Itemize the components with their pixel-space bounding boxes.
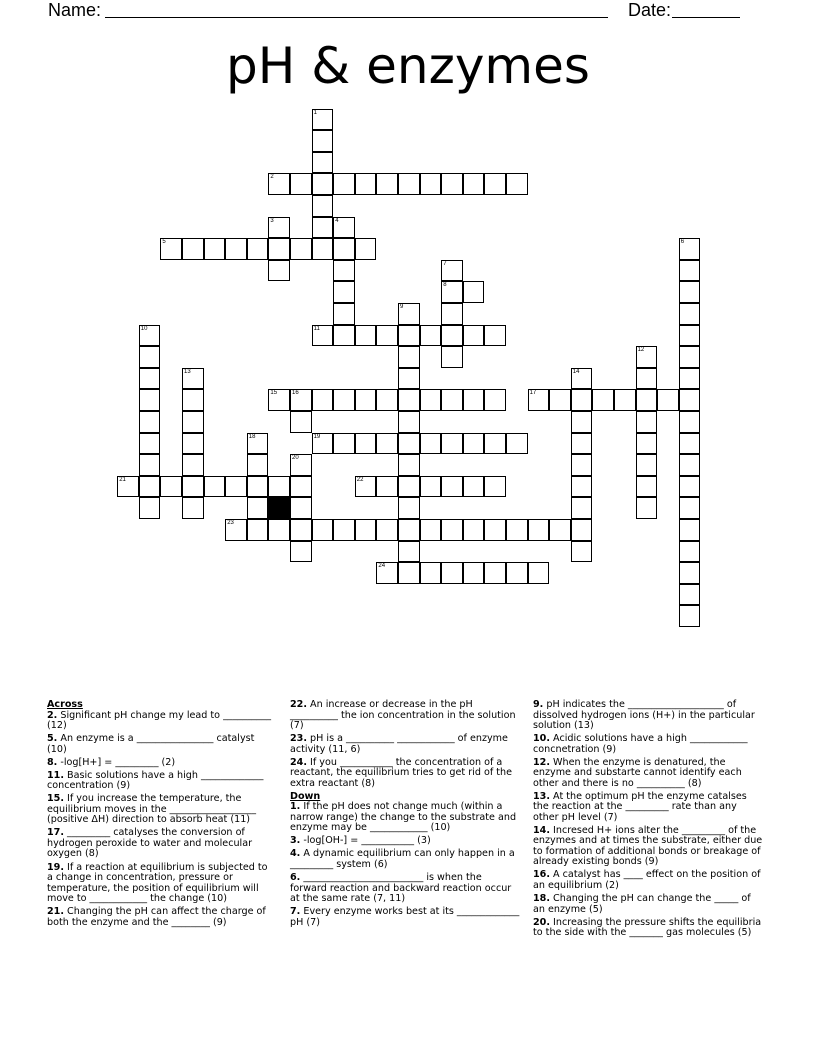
crossword-cell[interactable] [312, 109, 334, 131]
clue-item [47, 828, 273, 860]
crossword-cell[interactable] [679, 519, 701, 541]
clue-item [290, 758, 520, 790]
clue-text: If the pH does not change much (within a narrow range) the change to the substrate and enzyme may be ____________ (10) [290, 801, 517, 834]
crossword-cell[interactable] [333, 217, 355, 239]
crossword-cell[interactable] [268, 173, 290, 195]
clue-text: Changing the pH can affect the charge of both the enzyme and the ________ (9) [47, 906, 266, 928]
crossword-cell[interactable] [355, 519, 377, 541]
crossword-cell[interactable] [290, 389, 312, 411]
clue-item [533, 826, 763, 868]
crossword-cell[interactable] [484, 433, 506, 455]
crossword-cell[interactable] [312, 433, 334, 455]
clue-text: Changing the pH can change the _____ of an enzyme (5) [533, 893, 751, 915]
clue-item [533, 894, 763, 915]
crossword-cell[interactable] [376, 389, 398, 411]
crossword-cell[interactable] [268, 217, 290, 239]
clue-text: An increase or decrease in the pH __________ the ion concentration in the solution (7) [290, 699, 516, 731]
clue-item [290, 907, 520, 928]
crossword-cell[interactable] [463, 325, 485, 347]
clue-item [290, 700, 520, 732]
clue-text: Incresed H+ ions alter the _________ of the enzymes and at times the substrate, either due to formation of additional bonds or breakage of already existing bonds (9) [533, 824, 763, 868]
crossword-cell[interactable] [333, 238, 355, 260]
clue-number-label: 6. [290, 872, 301, 884]
clue-item [533, 870, 763, 891]
crossword-cell[interactable] [182, 389, 204, 411]
clue-number: 7 [443, 260, 447, 267]
clue-number: 17 [529, 390, 537, 397]
crossword-cell[interactable] [528, 389, 550, 411]
crossword-cell[interactable] [441, 346, 463, 368]
crossword-cell[interactable] [182, 238, 204, 260]
crossword-cell[interactable] [571, 497, 593, 519]
clue-number-label: 22. [290, 699, 307, 710]
crossword-cell[interactable] [463, 281, 485, 303]
crossword-cell[interactable] [333, 281, 355, 303]
clue-number-label: 21. [47, 906, 64, 918]
crossword-cell[interactable] [679, 605, 701, 627]
clue-item [47, 863, 273, 905]
crossword-cell[interactable] [376, 325, 398, 347]
crossword-cell[interactable] [333, 433, 355, 455]
crossword-cell[interactable] [333, 389, 355, 411]
clue-item [533, 792, 763, 824]
clue-number-label: 3. [290, 835, 301, 847]
crossword-cell[interactable] [333, 260, 355, 282]
crossword-cell[interactable] [312, 195, 334, 217]
crossword-cell[interactable] [139, 368, 161, 390]
crossword-cell[interactable] [420, 562, 442, 584]
clue-text: A dynamic equilibrium can only happen in a _________ system (6) [290, 848, 515, 870]
crossword-cell[interactable] [290, 238, 312, 260]
crossword-cell[interactable] [376, 562, 398, 584]
crossword-cell[interactable] [290, 454, 312, 476]
crossword-cell[interactable] [247, 519, 269, 541]
clue-text: pH indicates the ____________________ of dissolved hydrogen ions (H+) in the particular solution (13) [533, 699, 755, 731]
crossword-cell[interactable] [268, 519, 290, 541]
crossword-cell[interactable] [355, 389, 377, 411]
crossword-cell[interactable] [679, 325, 701, 347]
crossword-cell[interactable] [204, 238, 226, 260]
crossword-cell[interactable] [398, 325, 420, 347]
crossword-cell[interactable] [268, 238, 290, 260]
clue-number: 13 [184, 368, 191, 375]
clue-number-label: 18. [533, 893, 550, 905]
crossword-cell[interactable] [398, 346, 420, 368]
crossword-cell[interactable] [463, 389, 485, 411]
clue-item [47, 907, 273, 928]
crossword-cell[interactable] [441, 281, 463, 303]
crossword-cell[interactable] [398, 497, 420, 519]
crossword-cell[interactable] [420, 389, 442, 411]
crossword-cell[interactable] [312, 389, 334, 411]
clue-number-label: 10. [533, 733, 550, 745]
crossword-cell[interactable] [549, 389, 571, 411]
crossword-cell[interactable] [636, 454, 658, 476]
crossword-cell[interactable] [247, 454, 269, 476]
crossword-cell[interactable] [355, 325, 377, 347]
crossword-cell[interactable] [679, 346, 701, 368]
clue-text: If you ___________ the concentration of a reactant, the equilibrium tries to get rid of the extra reactant (8) [290, 756, 513, 789]
clue-text: _________ catalyses the conversion of hydrogen peroxide to water and molecular oxygen (8) [47, 827, 253, 860]
clue-number: 10 [140, 325, 148, 332]
clue-text: If a reaction at equilibrium is subjected to a change in concentration, pressure or temperature, the position of equilibrium will move to ____________ the change (10) [47, 861, 268, 905]
crossword-cell[interactable] [636, 411, 658, 433]
crossword-cell[interactable] [225, 238, 247, 260]
crossword-cell[interactable] [441, 476, 463, 498]
crossword-cell[interactable] [376, 476, 398, 498]
crossword-cell[interactable] [398, 173, 420, 195]
clue-item [47, 794, 273, 826]
clue-text: An enzyme is a ________________ catalyst (10) [47, 733, 255, 755]
crossword-cell[interactable] [398, 562, 420, 584]
clue-number-label: 24. [290, 756, 307, 768]
crossword-cell[interactable] [290, 541, 312, 563]
crossword-cell[interactable] [398, 454, 420, 476]
clue-number-label: 13. [533, 790, 550, 802]
crossword-cell[interactable] [679, 497, 701, 519]
crossword-cell[interactable] [247, 476, 269, 498]
clue-number-label: 1. [290, 801, 301, 813]
crossword-cell[interactable] [679, 411, 701, 433]
crossword-cell[interactable] [376, 433, 398, 455]
crossword-cell[interactable] [182, 368, 204, 390]
clue-number: 5 [162, 239, 166, 246]
crossword-cell[interactable] [160, 238, 182, 260]
crossword-cell[interactable] [139, 476, 161, 498]
crossword-cell[interactable] [247, 497, 269, 519]
crossword-cell[interactable] [679, 584, 701, 606]
crossword-cell[interactable] [679, 368, 701, 390]
crossword-cell[interactable] [182, 454, 204, 476]
clue-item [47, 758, 273, 769]
crossword-cell[interactable] [420, 433, 442, 455]
clue-number: 4 [335, 217, 339, 224]
crossword-cell[interactable] [182, 497, 204, 519]
crossword-cell[interactable] [571, 433, 593, 455]
clue-text: Significant pH change my lead to __________ (12) [47, 709, 272, 731]
clue-item [290, 734, 520, 755]
crossword-cell[interactable] [657, 389, 679, 411]
crossword-cell[interactable] [441, 260, 463, 282]
clue-number: 19 [313, 433, 321, 440]
clue-number-label: 12. [533, 756, 550, 768]
crossword-cell[interactable] [463, 476, 485, 498]
crossword-cell[interactable] [247, 238, 269, 260]
clue-item [533, 700, 763, 732]
crossword-cell[interactable] [679, 238, 701, 260]
crossword-cell[interactable] [420, 519, 442, 541]
crossword-cell[interactable] [312, 325, 334, 347]
page-title: pH & enzymes [226, 37, 590, 95]
clue-text: Increasing the pressure shifts the equilibria to the side with the _______ gas molecules (5) [533, 916, 762, 939]
crossword-cell[interactable] [268, 260, 290, 282]
crossword-cell[interactable] [614, 389, 636, 411]
clue-number: 24 [378, 563, 386, 570]
crossword-cell[interactable] [571, 519, 593, 541]
crossword-cell[interactable] [139, 346, 161, 368]
crossword-cell[interactable] [139, 454, 161, 476]
clue-number-label: 8. [47, 756, 58, 768]
crossword-cell[interactable] [225, 476, 247, 498]
crossword-cell[interactable] [290, 476, 312, 498]
clues-column-3 [533, 700, 763, 941]
black-square [268, 497, 290, 519]
clue-item [290, 836, 520, 847]
clue-number: 15 [270, 390, 278, 397]
clue-number-label: 23. [290, 733, 307, 745]
crossword-cell[interactable] [636, 389, 658, 411]
crossword-cell[interactable] [679, 476, 701, 498]
clue-number-label: 4. [290, 848, 301, 860]
crossword-cell[interactable] [268, 476, 290, 498]
clue-number: 21 [119, 476, 126, 483]
crossword-cell[interactable] [398, 411, 420, 433]
clue-number-label: 11. [47, 769, 64, 781]
crossword-cell[interactable] [139, 497, 161, 519]
crossword-cell[interactable] [484, 389, 506, 411]
crossword-cell[interactable] [679, 281, 701, 303]
clue-item [47, 734, 273, 755]
clue-number: 8 [443, 282, 447, 289]
clue-item [290, 802, 520, 834]
clue-text: _________________________ is when the forward reaction and backward reaction occur at the same rate (7, 11) [290, 872, 512, 905]
crossword-cell[interactable] [528, 562, 550, 584]
crossword-cell[interactable] [636, 346, 658, 368]
clue-text: If you increase the temperature, the equilibrium moves in the __________________ (positive ΔH) direction to absorb heat (11) [47, 793, 257, 826]
clues-column-2 [290, 700, 520, 931]
crossword-cell[interactable] [571, 389, 593, 411]
crossword-cell[interactable] [333, 519, 355, 541]
crossword-cell[interactable] [398, 433, 420, 455]
clue-text: Basic solutions have a high _____________ concentration (9) [47, 769, 264, 792]
crossword-cell[interactable] [679, 454, 701, 476]
crossword-cell[interactable] [139, 389, 161, 411]
crossword-cell[interactable] [312, 519, 334, 541]
clue-item [533, 734, 763, 755]
crossword-cell[interactable] [441, 519, 463, 541]
crossword-cell[interactable] [376, 519, 398, 541]
crossword-cell[interactable] [290, 411, 312, 433]
clue-text: pH is a __________ ____________ of enzyme activity (11, 6) [290, 733, 508, 755]
clue-number: 23 [227, 520, 234, 526]
clue-number-label: 7. [290, 906, 301, 918]
crossword-cell[interactable] [571, 541, 593, 563]
name-label: Name: [48, 0, 102, 20]
clue-item [290, 873, 520, 905]
crossword-cell[interactable] [484, 325, 506, 347]
crossword-cell[interactable] [528, 519, 550, 541]
crossword-cell[interactable] [506, 173, 528, 195]
crossword-cell[interactable] [182, 411, 204, 433]
crossword-cell[interactable] [398, 368, 420, 390]
clue-number: 14 [572, 368, 580, 375]
crossword-cell[interactable] [571, 454, 593, 476]
crossword-cell[interactable] [398, 476, 420, 498]
crossword-cell[interactable] [312, 238, 334, 260]
clues-column-1 [47, 700, 273, 931]
crossword-cell[interactable] [636, 497, 658, 519]
crossword-cell[interactable] [441, 303, 463, 325]
crossword-cell[interactable] [290, 173, 312, 195]
crossword-cell[interactable] [182, 433, 204, 455]
clue-text: -log[H+] = _________ (2) [57, 756, 176, 768]
crossword-cell[interactable] [463, 173, 485, 195]
clue-item [47, 711, 273, 732]
crossword-cell[interactable] [333, 173, 355, 195]
clue-number: 12 [637, 347, 645, 354]
crossword-cell[interactable] [441, 173, 463, 195]
crossword-cell[interactable] [441, 389, 463, 411]
date-label: Date: [628, 0, 672, 20]
clue-number: 6 [680, 239, 685, 246]
clue-text: At the optimum pH the enzyme catalses the reaction at the _________ rate than any other pH level (7) [533, 790, 747, 823]
clue-number-label: 15. [47, 793, 64, 805]
crossword-cell[interactable] [441, 433, 463, 455]
crossword-cell[interactable] [290, 497, 312, 519]
clue-text: -log[OH-] = ___________ (3) [300, 835, 431, 847]
clue-text: Acidic solutions have a high ____________ concnetration (9) [533, 733, 748, 755]
crossword-cell[interactable] [160, 476, 182, 498]
crossword-cell[interactable] [312, 217, 334, 239]
clue-number: 2 [270, 174, 274, 181]
clue-number-label: 14. [533, 824, 550, 836]
clue-item [290, 849, 520, 870]
clue-number-label: 17. [47, 827, 64, 839]
crossword-cell[interactable] [484, 562, 506, 584]
crossword-cell[interactable] [592, 389, 614, 411]
crossword-cell[interactable] [420, 476, 442, 498]
crossword-cell[interactable] [312, 152, 334, 174]
crossword-cell[interactable] [484, 519, 506, 541]
crossword-cell[interactable] [484, 173, 506, 195]
clue-item [533, 918, 763, 939]
crossword-cell[interactable] [268, 389, 290, 411]
across-heading: Across [47, 699, 83, 710]
clue-number: 3 [270, 217, 274, 224]
crossword-cell[interactable] [636, 476, 658, 498]
crossword-cell[interactable] [679, 303, 701, 325]
crossword-cell[interactable] [398, 541, 420, 563]
crossword-cell[interactable] [139, 411, 161, 433]
crossword-cell[interactable] [679, 433, 701, 455]
crossword-cell[interactable] [398, 389, 420, 411]
crossword-cell[interactable] [312, 173, 334, 195]
crossword-cell[interactable] [571, 411, 593, 433]
crossword-cell[interactable] [636, 368, 658, 390]
clue-item [47, 771, 273, 792]
crossword-cell[interactable] [333, 325, 355, 347]
crossword-cell[interactable] [463, 519, 485, 541]
crossword-cell[interactable] [636, 433, 658, 455]
crossword-cell[interactable] [139, 433, 161, 455]
crossword-cell[interactable] [463, 433, 485, 455]
crossword-cell[interactable] [355, 476, 377, 498]
clue-number: 20 [292, 455, 299, 462]
crossword-cell[interactable] [463, 562, 485, 584]
clue-number-label: 5. [47, 733, 58, 745]
clue-number: 18 [248, 433, 256, 440]
clue-number: 16 [292, 390, 299, 397]
crossword-cell[interactable] [333, 303, 355, 325]
crossword-cell[interactable] [571, 476, 593, 498]
crossword-cell[interactable] [398, 519, 420, 541]
crossword-cell[interactable] [247, 433, 269, 455]
crossword-cell[interactable] [441, 562, 463, 584]
crossword-cell[interactable] [355, 433, 377, 455]
clue-text: When the enzyme is denatured, the enzyme and substarte cannot identify each other and there is no __________ (8) [533, 756, 742, 789]
crossword-cell[interactable] [506, 433, 528, 455]
clue-number: 22 [356, 476, 364, 483]
crossword-cell[interactable] [506, 562, 528, 584]
crossword-cell[interactable] [398, 303, 420, 325]
crossword-cell[interactable] [484, 476, 506, 498]
clue-number-label: 2. [47, 709, 58, 721]
crossword-cell[interactable] [376, 173, 398, 195]
crossword-cell[interactable] [225, 519, 247, 541]
crossword-cell[interactable] [420, 325, 442, 347]
crossword-cell[interactable] [679, 562, 701, 584]
crossword-cell[interactable] [679, 260, 701, 282]
crossword-cell[interactable] [571, 368, 593, 390]
crossword-cell[interactable] [355, 173, 377, 195]
crossword-cell[interactable] [182, 476, 204, 498]
crossword-cell[interactable] [549, 519, 571, 541]
clue-number-label: 16. [533, 869, 550, 881]
clue-number-label: 20. [533, 916, 550, 928]
crossword-cell[interactable] [312, 130, 334, 152]
crossword-cell[interactable] [441, 325, 463, 347]
clue-number: 11 [313, 325, 320, 332]
crossword-cell[interactable] [204, 476, 226, 498]
crossword-cell[interactable] [139, 325, 161, 347]
crossword-cell[interactable] [679, 541, 701, 563]
clue-number-label: 9. [533, 699, 544, 710]
clue-item [533, 758, 763, 790]
clue-text: Every enzyme works best at its _____________ pH (7) [290, 906, 520, 928]
crossword-cell[interactable] [117, 476, 139, 498]
crossword-cell[interactable] [679, 389, 701, 411]
clue-number: 1 [313, 109, 317, 116]
clue-number: 9 [400, 304, 404, 310]
crossword-cell[interactable] [355, 238, 377, 260]
crossword-cell[interactable] [506, 519, 528, 541]
down-heading: Down [290, 790, 321, 802]
crossword-cell[interactable] [290, 519, 312, 541]
clue-text: A catalyst has ____ effect on the position of an equilibrium (2) [533, 869, 761, 891]
crossword-cell[interactable] [420, 173, 442, 195]
clue-number-label: 19. [47, 861, 64, 873]
